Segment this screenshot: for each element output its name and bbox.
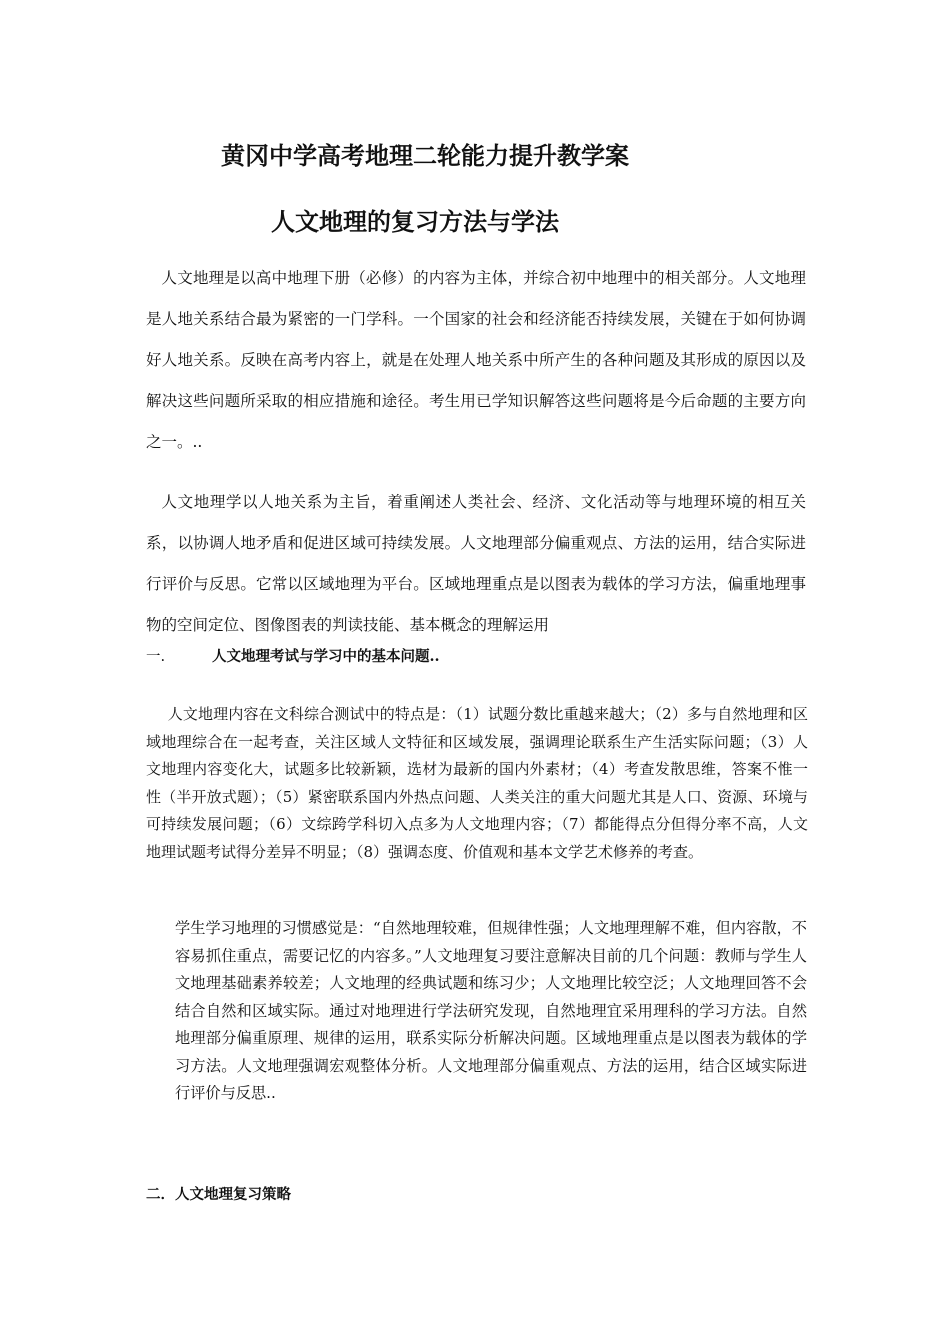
intro-paragraph-1: 人文地理是以高中地理下册（必修）的内容为主体，并综合初中地理中的相关部分。人文地理是人地关系结合最为紧密的一门学科。一个国家的社会和经济能否持续发展，关键在于如何协调好人地关系。反映在高考内容上，就是在处理人地关系中所产生的各种问题及其形成的原因以及解决这些问题所采取的相应措施和途径。考生用已学知识解答这些问题将是今后命题的主要方向之一。.. [146, 269, 806, 451]
document-subtitle: 人文地理的复习方法与学法 [271, 208, 559, 236]
features-paragraph: 人文地理内容在文科综合测试中的特点是：（1）试题分数比重越来越大；（2）多与自然地理和区域地理综合在一起考查，关注区域人文特征和区域发展，强调理论联系生产生活实际问题；（3）人文地理内容变化大，试题多比较新颖，选材为最新的国内外素材；（4）考查发散思维，答案不惟一性（半开放式题）；（5）紧密联系国内外热点问题、人类关注的重大问题尤其是人口、资源、环境与可持续发展问题；（6）文综跨学科切入点多为人文地理内容；（7）都能得点分但得分率不高，人文地理试题考试得分差异不明显；（8）强调态度、价值观和基本文学艺术修养的考查。 [146, 705, 808, 861]
section-1-heading [146, 645, 440, 666]
section-2-heading: 二．人文地理复习策略 [146, 1186, 291, 1203]
habits-paragraph: 学生学习地理的习惯感觉是：“自然地理较难，但规律性强；人文地理理解不难，但内容散，不容易抓住重点，需要记忆的内容多。”人文地理复习要注意解决目前的几个问题：教师与学生人文地理基础素养较差；人文地理的经典试题和练习少；人文地理比较空泛；人文地理回答不会结合自然和区域实际。通过对地理进行学法研究发现，自然地理宜采用理科的学习方法。自然地理部分偏重原理、规律的运用，联系实际分析解决问题。区域地理重点是以图表为载体的学习方法。人文地理强调宏观整体分析。人文地理部分偏重观点、方法的运用，结合区域实际进行评价与反思.. [175, 919, 807, 1102]
section-1-heading-text: 人文地理考试与学习中的基本问题.. [212, 648, 440, 665]
section-1-number: 一. [146, 649, 166, 665]
intro-paragraph-2: 人文地理学以人地关系为主旨，着重阐述人类社会、经济、文化活动等与地理环境的相互关系，以协调人地矛盾和促进区域可持续发展。人文地理部分偏重观点、方法的运用，结合实际进行评价与反思。它常以区域地理为平台。区域地理重点是以图表为载体的学习方法，偏重地理事物的空间定位、图像图表的判读技能、基本概念的理解运用 [146, 493, 806, 634]
document-title: 黄冈中学高考地理二轮能力提升教学案 [221, 142, 629, 170]
